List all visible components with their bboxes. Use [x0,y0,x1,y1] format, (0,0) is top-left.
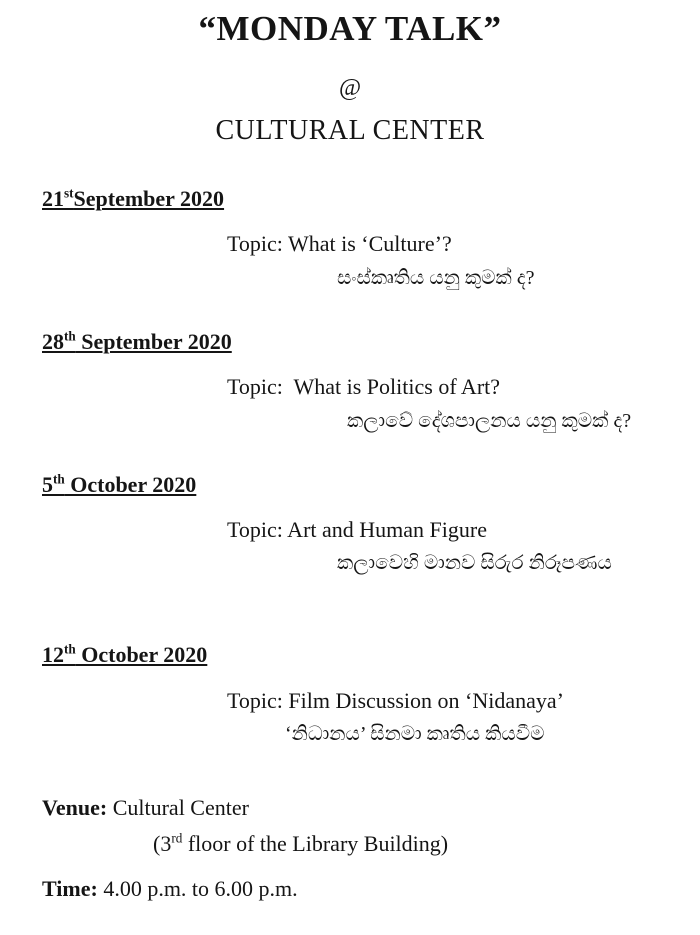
session-date-heading [42,472,700,498]
date-rest: September 2020 [73,185,225,211]
session-topic-sinhala: ‘නිධානය’ සිනමා කෘතිය කියවීම [285,723,545,746]
at-symbol: @ [338,75,362,101]
session-item [0,329,700,433]
date-ordinal: st [64,185,74,201]
page-title: “MONDAY TALK” [198,9,502,48]
session-topic-sinhala: කලාවේ දේශපාලනය යනු කුමක් ද? [347,409,632,432]
date-rest: October 2020 [64,471,197,497]
time-label: Time: [42,875,98,901]
session-date-heading [42,186,700,212]
session-topic: Topic: What is Politics of Art? [227,374,501,400]
floor-ordinal: rd [171,830,183,846]
floor-suffix: floor of the Library Building) [182,830,449,856]
session-date-heading [42,642,700,668]
footer-block [0,795,700,902]
title-block [0,0,700,148]
venue-value: Cultural Center [107,795,249,821]
date-day: 12 [42,642,64,668]
session-topic-sinhala: කලාවෙහි මානව සිරුර නිරූපණය [337,552,612,575]
venue-line [42,795,700,821]
date-ordinal: th [64,328,76,344]
date-ordinal: th [64,642,76,657]
session-topic: Topic: What is ‘Culture’? [227,231,452,257]
date-day: 28 [42,328,64,354]
time-value: 4.00 p.m. to 6.00 p.m. [97,875,298,901]
time-line [42,876,700,902]
date-ordinal: th [53,471,65,487]
venue-floor-line [153,831,700,857]
date-day: 5 [42,471,53,497]
date-rest: September 2020 [75,328,232,354]
session-item [0,186,700,290]
venue-label: Venue: [42,795,108,821]
date-rest: October 2020 [75,642,208,668]
sessions-list [0,186,700,746]
session-topic-sinhala: සංස්කෘතිය යනු කුමක් ද? [337,266,535,289]
session-item [0,642,700,746]
date-day: 21 [42,185,64,211]
session-topic: Topic: Film Discussion on ‘Nidanaya’ [227,687,564,713]
floor-prefix: (3 [153,830,172,856]
session-item [0,472,700,576]
session-date-heading [42,329,700,355]
organization-name: CULTURAL CENTER [215,115,485,147]
session-topic: Topic: Art and Human Figure [227,516,487,542]
